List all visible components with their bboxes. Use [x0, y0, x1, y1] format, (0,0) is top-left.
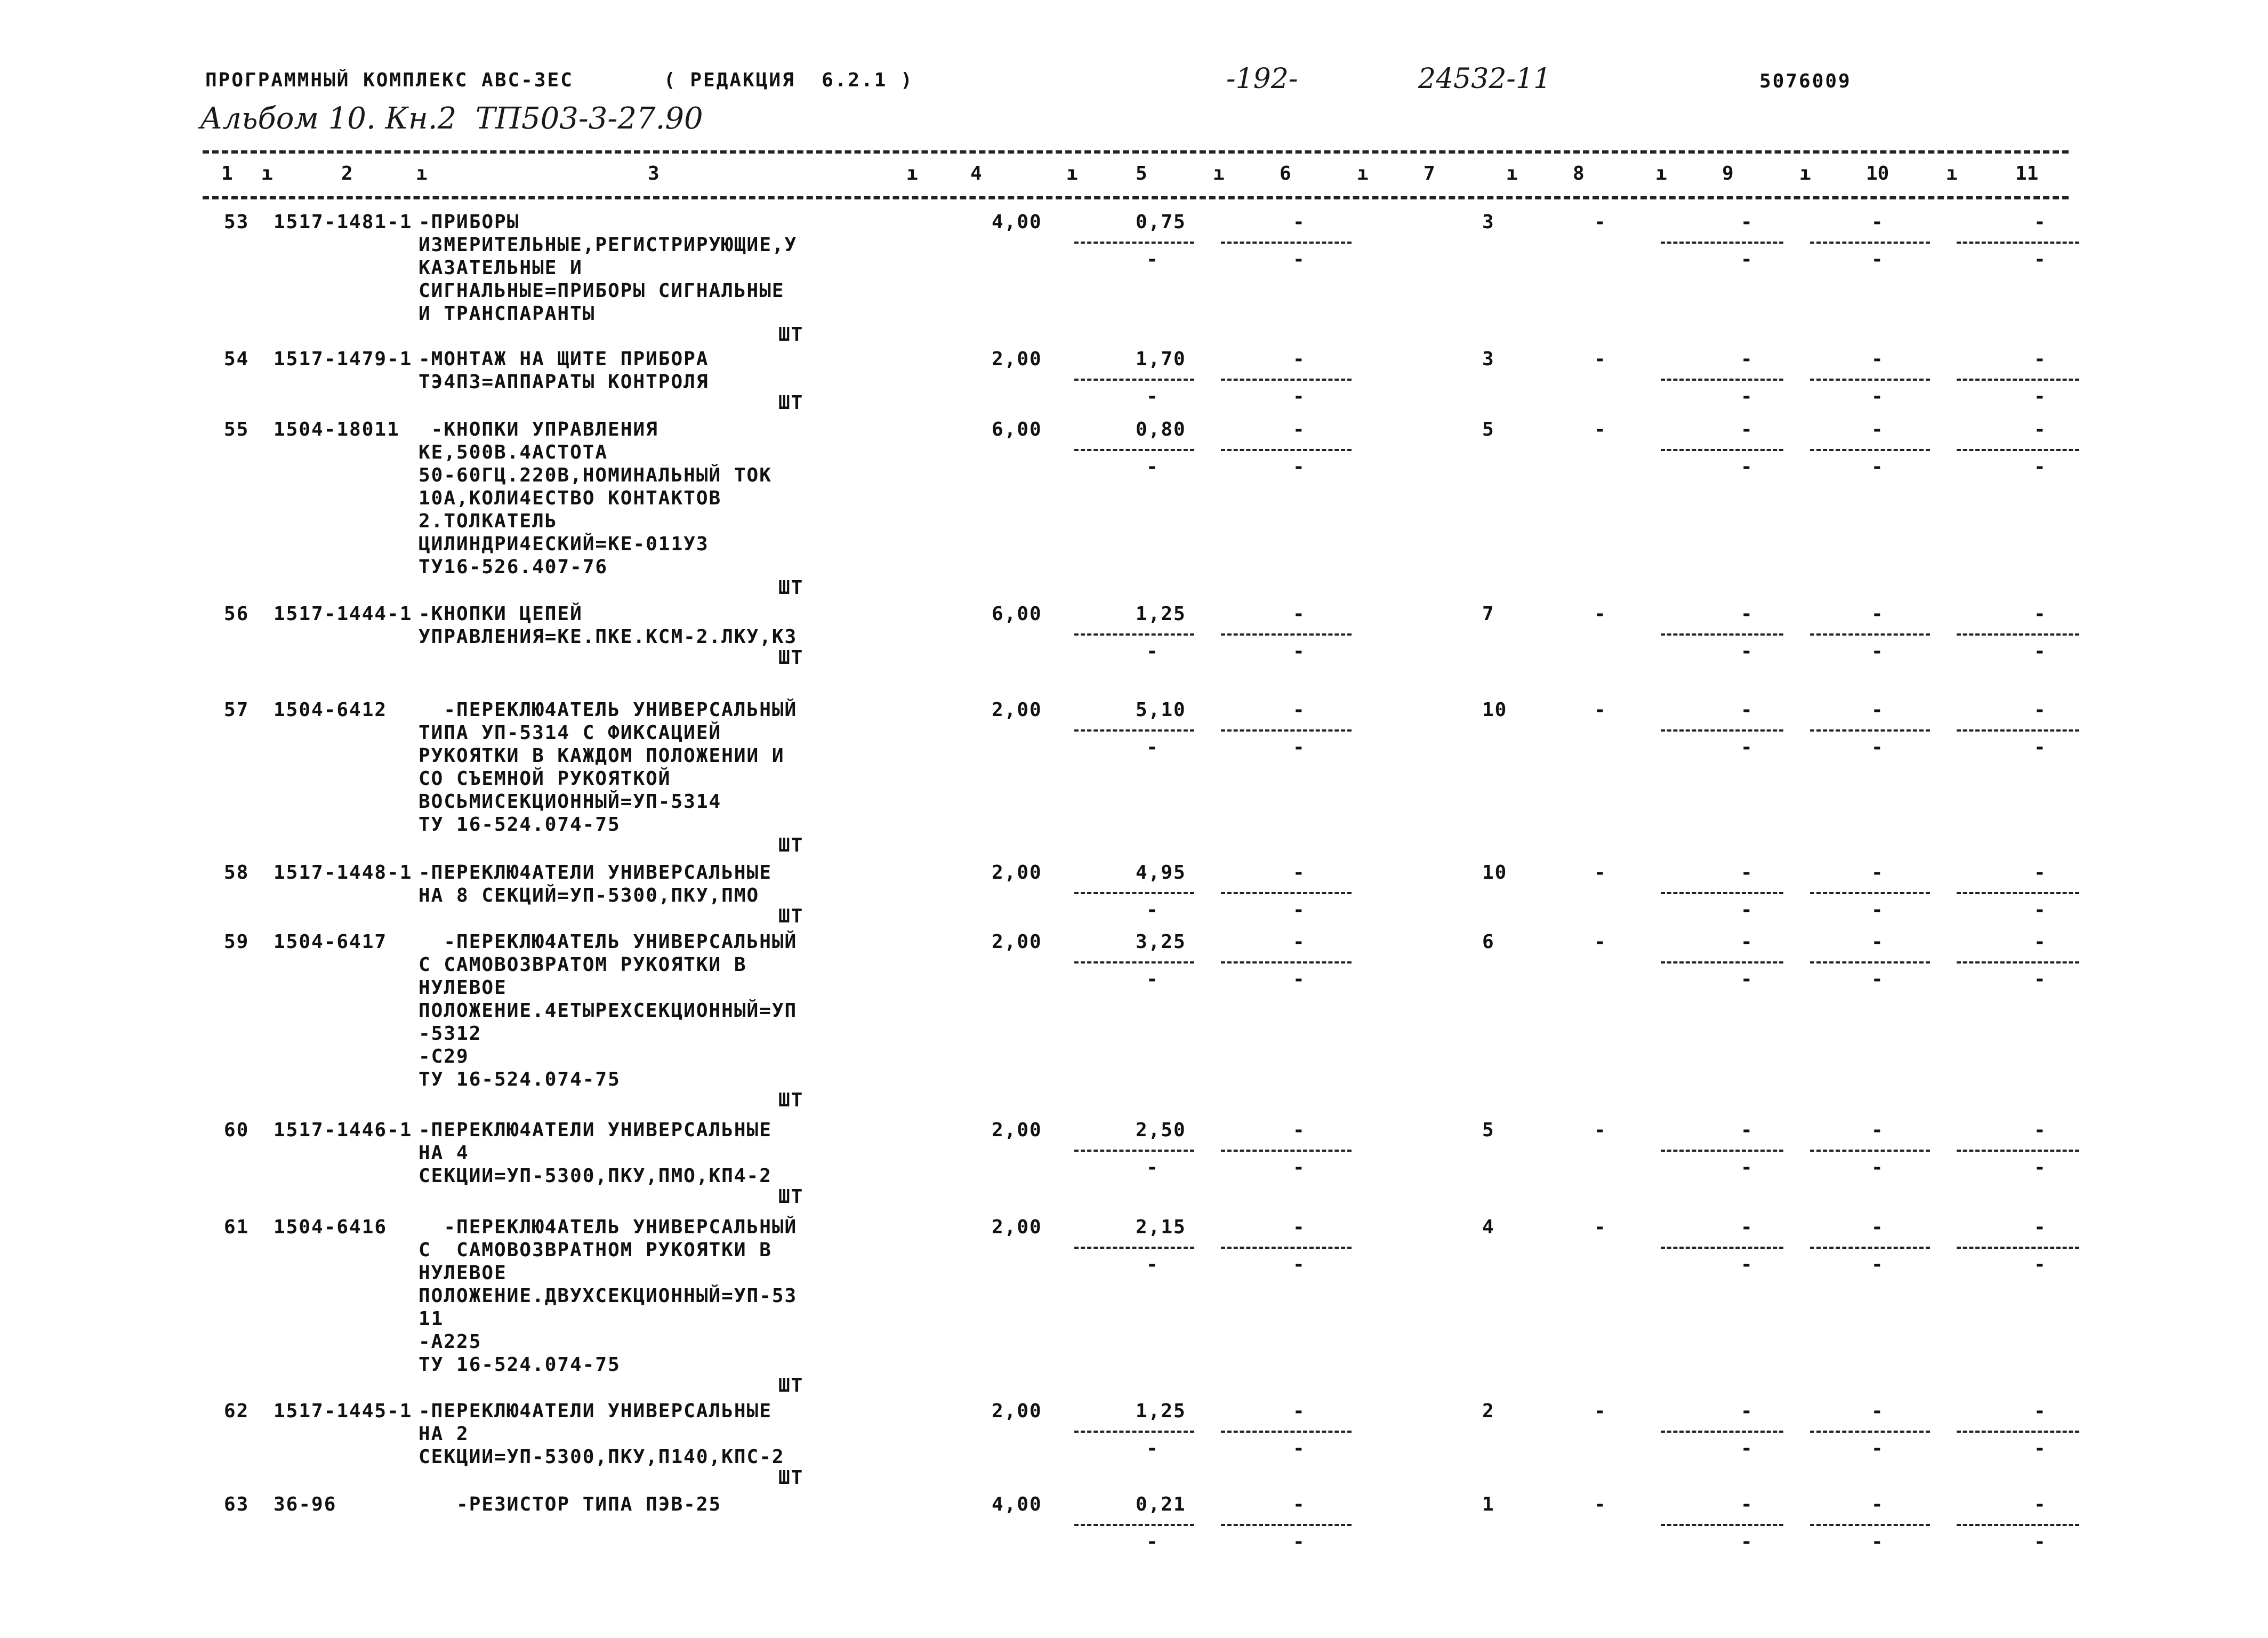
subtotal-dash: -: [1293, 1438, 1306, 1459]
column-header-1: 1: [221, 163, 233, 184]
col7-value: 2: [1482, 1400, 1495, 1422]
subtotal-dash: -: [1293, 640, 1306, 662]
col5-value: 1,25: [1136, 603, 1186, 625]
row-number: 56: [224, 603, 250, 625]
subtotal-dash: -: [1293, 1531, 1306, 1553]
col5-value: 5,10: [1136, 699, 1186, 721]
subtotal-rule: [1810, 1524, 1930, 1526]
subtotal-dash: -: [2034, 1157, 2047, 1178]
col4-value: 2,00: [992, 699, 1042, 721]
subtotal-dash: -: [1146, 640, 1159, 662]
subtotal-rule: [1957, 379, 2079, 381]
subtotal-rule: [1074, 449, 1194, 451]
col9-value: -: [1741, 862, 1754, 884]
col9-value: -: [1741, 211, 1754, 233]
col11-value: -: [2034, 1119, 2047, 1141]
subtotal-rule: [1810, 379, 1930, 381]
row-unit: ШТ: [778, 392, 804, 414]
col9-value: -: [1741, 1119, 1754, 1141]
col7-value: 10: [1482, 699, 1508, 721]
col9-value: -: [1741, 931, 1754, 953]
subtotal-dash: -: [2034, 736, 2047, 758]
row-code: 1504-6412: [274, 699, 388, 721]
subtotal-rule: [1661, 449, 1783, 451]
col10-value: -: [1871, 419, 1884, 440]
col6-value: -: [1293, 1119, 1306, 1141]
subtotal-rule: [1221, 961, 1352, 963]
subtotal-dash: -: [1293, 736, 1306, 758]
col4-value: 2,00: [992, 348, 1042, 370]
row-unit: ШТ: [778, 324, 804, 346]
subtotal-dash: -: [1146, 456, 1159, 478]
col10-value: -: [1871, 699, 1884, 721]
col6-value: -: [1293, 211, 1306, 233]
row-description: -ПЕРЕКЛЮ4АТЕЛЬ УНИВЕРСАЛЬНЫЙ С САМОВОЗВРАТОМ РУКОЯТКИ В НУЛЕВОЕ ПОЛОЖЕНИЕ.4ЕТЫРЕХСЕКЦИОННЫЙ=УП -5312 -С29 ТУ 16-524.074-75: [419, 931, 798, 1090]
column-separator: ı: [261, 163, 273, 184]
subtotal-rule: [1810, 1431, 1930, 1433]
subtotal-rule: [1661, 961, 1783, 963]
subtotal-dash: -: [1293, 1157, 1306, 1178]
col11-value: -: [2034, 419, 2047, 440]
header-rule-bottom: [203, 196, 2069, 199]
subtotal-dash: -: [1146, 968, 1159, 990]
row-code: 1504-6417: [274, 931, 388, 953]
column-separator: ı: [906, 163, 918, 184]
subtotal-dash: -: [1293, 248, 1306, 270]
col10-value: -: [1871, 862, 1884, 884]
col8-value: -: [1594, 1216, 1607, 1238]
subtotal-rule: [1957, 1524, 2079, 1526]
subtotal-rule: [1074, 1247, 1194, 1249]
col7-value: 7: [1482, 603, 1495, 625]
col10-value: -: [1871, 348, 1884, 370]
col4-value: 2,00: [992, 1400, 1042, 1422]
col5-value: 0,21: [1136, 1494, 1186, 1515]
subtotal-rule: [1957, 892, 2079, 894]
page-number: -192-: [1226, 63, 1298, 95]
column-header-6: 6: [1280, 163, 1291, 184]
subtotal-dash: -: [1741, 1438, 1754, 1459]
col11-value: -: [2034, 931, 2047, 953]
subtotal-rule: [1661, 379, 1783, 381]
col4-value: 4,00: [992, 1494, 1042, 1515]
column-header-4: 4: [970, 163, 982, 184]
col4-value: 2,00: [992, 1119, 1042, 1141]
subtotal-dash: -: [1741, 248, 1754, 270]
row-description: -ПЕРЕКЛЮ4АТЕЛИ УНИВЕРСАЛЬНЫЕ НА 4 СЕКЦИИ=УП-5300,ПКУ,ПМО,КП4-2: [419, 1119, 772, 1187]
col11-value: -: [2034, 211, 2047, 233]
subtotal-dash: -: [1871, 456, 1884, 478]
subtotal-rule: [1074, 633, 1194, 636]
col5-value: 0,80: [1136, 419, 1186, 440]
subtotal-rule: [1957, 1150, 2079, 1152]
col5-value: 2,15: [1136, 1216, 1186, 1238]
row-number: 61: [224, 1216, 250, 1238]
col11-value: -: [2034, 1494, 2047, 1515]
row-description: -РЕЗИСТОР ТИПА ПЭВ-25: [419, 1494, 722, 1515]
subtotal-rule: [1074, 1524, 1194, 1526]
subtotal-rule: [1810, 1247, 1930, 1249]
col9-value: -: [1741, 1400, 1754, 1422]
subtotal-rule: [1074, 242, 1194, 244]
row-code: 1517-1444-1: [274, 603, 413, 625]
col4-value: 4,00: [992, 211, 1042, 233]
col5-value: 3,25: [1136, 931, 1186, 953]
col6-value: -: [1293, 1494, 1306, 1515]
subtotal-rule: [1074, 1431, 1194, 1433]
subtotal-dash: -: [1871, 968, 1884, 990]
col8-value: -: [1594, 419, 1607, 440]
row-description: -ПЕРЕКЛЮ4АТЕЛИ УНИВЕРСАЛЬНЫЕ НА 2 СЕКЦИИ=УП-5300,ПКУ,П140,КПС-2: [419, 1400, 785, 1468]
subtotal-rule: [1661, 242, 1783, 244]
col9-value: -: [1741, 419, 1754, 440]
row-number: 62: [224, 1400, 250, 1422]
row-code: 1504-6416: [274, 1216, 388, 1238]
subtotal-rule: [1661, 1524, 1783, 1526]
col11-value: -: [2034, 348, 2047, 370]
subtotal-dash: -: [1293, 968, 1306, 990]
header-rule-top: [203, 150, 2069, 154]
column-header-9: 9: [1722, 163, 1734, 184]
col9-value: -: [1741, 699, 1754, 721]
col9-value: -: [1741, 1216, 1754, 1238]
subtotal-dash: -: [2034, 456, 2047, 478]
subtotal-dash: -: [1871, 386, 1884, 407]
doc-code: 5076009: [1759, 70, 1852, 92]
col4-value: 2,00: [992, 862, 1042, 884]
row-description: -ПЕРЕКЛЮ4АТЕЛЬ УНИВЕРСАЛЬНЫЙ ТИПА УП-5314 С ФИКСАЦИЕЙ РУКОЯТКИ В КАЖДОМ ПОЛОЖЕНИИ И СО СЪЕМНОЙ РУКОЯТКОЙ ВОСЬМИСЕКЦИОННЫЙ=УП-5314 ТУ 16-524.074-75: [419, 699, 798, 836]
subtotal-dash: -: [1146, 899, 1159, 921]
subtotal-dash: -: [1741, 1157, 1754, 1178]
subtotal-dash: -: [2034, 1531, 2047, 1553]
subtotal-dash: -: [2034, 1438, 2047, 1459]
subtotal-rule: [1661, 892, 1783, 894]
column-separator: ı: [1213, 163, 1225, 184]
subtotal-rule: [1810, 961, 1930, 963]
col8-value: -: [1594, 603, 1607, 625]
row-unit: ШТ: [778, 905, 804, 927]
row-unit: ШТ: [778, 834, 804, 856]
column-separator: ı: [1066, 163, 1078, 184]
subtotal-rule: [1957, 449, 2079, 451]
row-code: 1517-1445-1: [274, 1400, 413, 1422]
col7-value: 5: [1482, 1119, 1495, 1141]
subtotal-rule: [1661, 1247, 1783, 1249]
col4-value: 2,00: [992, 1216, 1042, 1238]
col11-value: -: [2034, 862, 2047, 884]
subtotal-dash: -: [2034, 386, 2047, 407]
col11-value: -: [2034, 603, 2047, 625]
subtotal-rule: [1221, 892, 1352, 894]
subtotal-rule: [1957, 242, 2079, 244]
doc-number: 24532-11: [1418, 63, 1551, 95]
row-code: 1517-1481-1: [274, 211, 413, 233]
column-header-11: 11: [2015, 163, 2039, 184]
col7-value: 6: [1482, 931, 1495, 953]
subtotal-dash: -: [1741, 736, 1754, 758]
col7-value: 3: [1482, 211, 1495, 233]
subtotal-rule: [1074, 729, 1194, 732]
subtotal-dash: -: [1741, 1254, 1754, 1275]
row-unit: ШТ: [778, 1467, 804, 1489]
subtotal-rule: [1810, 729, 1930, 732]
subtotal-dash: -: [1741, 640, 1754, 662]
col4-value: 6,00: [992, 419, 1042, 440]
col8-value: -: [1594, 699, 1607, 721]
subtotal-dash: -: [1871, 1531, 1884, 1553]
album-note: Альбом 10. Кн.2 ТП503-3-27.90: [200, 101, 703, 136]
subtotal-rule: [1661, 729, 1783, 732]
subtotal-rule: [1221, 1247, 1352, 1249]
subtotal-dash: -: [1741, 968, 1754, 990]
edition-label: ( РЕДАКЦИЯ 6.2.1 ): [664, 69, 914, 91]
subtotal-dash: -: [2034, 640, 2047, 662]
col6-value: -: [1293, 1400, 1306, 1422]
row-code: 36-96: [274, 1494, 337, 1515]
subtotal-rule: [1957, 1431, 2079, 1433]
col10-value: -: [1871, 1494, 1884, 1515]
subtotal-dash: -: [1741, 456, 1754, 478]
subtotal-rule: [1074, 892, 1194, 894]
col5-value: 4,95: [1136, 862, 1186, 884]
col6-value: -: [1293, 699, 1306, 721]
subtotal-dash: -: [1293, 1254, 1306, 1275]
subtotal-rule: [1221, 379, 1352, 381]
subtotal-dash: -: [1293, 456, 1306, 478]
col4-value: 2,00: [992, 931, 1042, 953]
row-number: 57: [224, 699, 250, 721]
subtotal-rule: [1661, 633, 1783, 636]
col8-value: -: [1594, 1400, 1607, 1422]
subtotal-rule: [1957, 729, 2079, 732]
subtotal-dash: -: [1146, 1438, 1159, 1459]
column-header-5: 5: [1136, 163, 1147, 184]
column-separator: ı: [1506, 163, 1518, 184]
col5-value: 1,70: [1136, 348, 1186, 370]
row-code: 1504-18011: [274, 419, 400, 440]
row-description: -МОНТАЖ НА ЩИТЕ ПРИБОРА ТЭ4ПЗ=АППАРАТЫ КОНТРОЛЯ: [419, 348, 709, 393]
row-unit: ШТ: [778, 647, 804, 669]
row-number: 59: [224, 931, 250, 953]
col10-value: -: [1871, 1119, 1884, 1141]
row-description: -КНОПКИ ЦЕПЕЙ УПРАВЛЕНИЯ=КЕ.ПКЕ.КСМ-2.ЛКУ,КЗ: [419, 603, 798, 648]
row-code: 1517-1446-1: [274, 1119, 413, 1141]
subtotal-dash: -: [1871, 640, 1884, 662]
subtotal-rule: [1810, 449, 1930, 451]
subtotal-dash: -: [2034, 968, 2047, 990]
row-description: -ПРИБОРЫ ИЗМЕРИТЕЛЬНЫЕ,РЕГИСТРИРУЮЩИЕ,У КАЗАТЕЛЬНЫЕ И СИГНАЛЬНЫЕ=ПРИБОРЫ СИГНАЛЬНЫЕ И ТРАНСПАРАНТЫ: [419, 211, 798, 325]
subtotal-dash: -: [1293, 899, 1306, 921]
col8-value: -: [1594, 211, 1607, 233]
col10-value: -: [1871, 931, 1884, 953]
col8-value: -: [1594, 862, 1607, 884]
subtotal-dash: -: [1146, 248, 1159, 270]
subtotal-rule: [1810, 242, 1930, 244]
col6-value: -: [1293, 1216, 1306, 1238]
subtotal-dash: -: [1871, 899, 1884, 921]
col6-value: -: [1293, 931, 1306, 953]
col8-value: -: [1594, 1119, 1607, 1141]
program-title: ПРОГРАММНЫЙ КОМПЛЕКС АВС-3ЕС: [205, 69, 574, 91]
subtotal-dash: -: [1293, 386, 1306, 407]
column-separator: ı: [1655, 163, 1667, 184]
col7-value: 5: [1482, 419, 1495, 440]
subtotal-dash: -: [1146, 1157, 1159, 1178]
col7-value: 10: [1482, 862, 1508, 884]
column-separator: ı: [1799, 163, 1811, 184]
column-header-8: 8: [1573, 163, 1585, 184]
subtotal-rule: [1074, 961, 1194, 963]
col11-value: -: [2034, 1400, 2047, 1422]
col5-value: 1,25: [1136, 1400, 1186, 1422]
subtotal-rule: [1074, 1150, 1194, 1152]
row-number: 60: [224, 1119, 250, 1141]
col10-value: -: [1871, 1400, 1884, 1422]
subtotal-dash: -: [1871, 1157, 1884, 1178]
col9-value: -: [1741, 1494, 1754, 1515]
subtotal-rule: [1221, 729, 1352, 732]
subtotal-rule: [1957, 961, 2079, 963]
col5-value: 2,50: [1136, 1119, 1186, 1141]
row-unit: ШТ: [778, 1186, 804, 1208]
subtotal-dash: -: [1871, 248, 1884, 270]
row-number: 55: [224, 419, 250, 440]
subtotal-rule: [1810, 633, 1930, 636]
col8-value: -: [1594, 1494, 1607, 1515]
subtotal-dash: -: [1146, 1531, 1159, 1553]
col7-value: 4: [1482, 1216, 1495, 1238]
subtotal-dash: -: [1871, 1254, 1884, 1275]
subtotal-dash: -: [2034, 899, 2047, 921]
col10-value: -: [1871, 1216, 1884, 1238]
col8-value: -: [1594, 348, 1607, 370]
subtotal-dash: -: [1741, 899, 1754, 921]
col11-value: -: [2034, 1216, 2047, 1238]
col6-value: -: [1293, 348, 1306, 370]
row-number: 54: [224, 348, 250, 370]
subtotal-dash: -: [1871, 736, 1884, 758]
column-separator: ı: [416, 163, 428, 184]
col6-value: -: [1293, 419, 1306, 440]
column-header-3: 3: [648, 163, 660, 184]
subtotal-rule: [1957, 1247, 2079, 1249]
row-number: 63: [224, 1494, 250, 1515]
subtotal-rule: [1221, 1524, 1352, 1526]
subtotal-rule: [1221, 449, 1352, 451]
subtotal-rule: [1074, 379, 1194, 381]
subtotal-dash: -: [1146, 386, 1159, 407]
col11-value: -: [2034, 699, 2047, 721]
column-header-10: 10: [1866, 163, 1889, 184]
col7-value: 3: [1482, 348, 1495, 370]
subtotal-dash: -: [1146, 1254, 1159, 1275]
subtotal-dash: -: [2034, 248, 2047, 270]
col9-value: -: [1741, 348, 1754, 370]
row-description: -ПЕРЕКЛЮ4АТЕЛЬ УНИВЕРСАЛЬНЫЙ С САМОВОЗВРАТНОМ РУКОЯТКИ В НУЛЕВОЕ ПОЛОЖЕНИЕ.ДВУХСЕКЦИОННЫЙ=УП-53 11 -А225 ТУ 16-524.074-75: [419, 1216, 798, 1376]
column-header-2: 2: [341, 163, 353, 184]
subtotal-dash: -: [1741, 386, 1754, 407]
col6-value: -: [1293, 862, 1306, 884]
subtotal-dash: -: [1871, 1438, 1884, 1459]
row-unit: ШТ: [778, 1089, 804, 1111]
subtotal-rule: [1221, 1150, 1352, 1152]
col9-value: -: [1741, 603, 1754, 625]
col10-value: -: [1871, 603, 1884, 625]
row-number: 53: [224, 211, 250, 233]
row-code: 1517-1448-1: [274, 862, 413, 884]
subtotal-dash: -: [2034, 1254, 2047, 1275]
col5-value: 0,75: [1136, 211, 1186, 233]
col8-value: -: [1594, 931, 1607, 953]
subtotal-rule: [1810, 1150, 1930, 1152]
subtotal-rule: [1221, 242, 1352, 244]
subtotal-rule: [1661, 1431, 1783, 1433]
subtotal-rule: [1221, 633, 1352, 636]
subtotal-rule: [1957, 633, 2079, 636]
row-description: -ПЕРЕКЛЮ4АТЕЛИ УНИВЕРСАЛЬНЫЕ НА 8 СЕКЦИЙ=УП-5300,ПКУ,ПМО: [419, 862, 772, 906]
column-separator: ı: [1357, 163, 1369, 184]
col6-value: -: [1293, 603, 1306, 625]
subtotal-rule: [1810, 892, 1930, 894]
subtotal-rule: [1661, 1150, 1783, 1152]
row-unit: ШТ: [778, 1375, 804, 1396]
column-header-7: 7: [1423, 163, 1435, 184]
row-unit: ШТ: [778, 577, 804, 599]
col7-value: 1: [1482, 1494, 1495, 1515]
row-code: 1517-1479-1: [274, 348, 413, 370]
subtotal-dash: -: [1146, 736, 1159, 758]
col4-value: 6,00: [992, 603, 1042, 625]
column-separator: ı: [1946, 163, 1958, 184]
row-description: -КНОПКИ УПРАВЛЕНИЯ КЕ,500В.4АСТОТА 50-60ГЦ.220В,НОМИНАЛЬНЫЙ ТОК 10А,КОЛИ4ЕСТВО КОНТАКТОВ 2.ТОЛКАТЕЛЬ ЦИЛИНДРИ4ЕСКИЙ=КЕ-011У3 ТУ16-526.407-76: [419, 419, 772, 578]
row-number: 58: [224, 862, 250, 884]
subtotal-dash: -: [1741, 1531, 1754, 1553]
subtotal-rule: [1221, 1431, 1352, 1433]
col10-value: -: [1871, 211, 1884, 233]
